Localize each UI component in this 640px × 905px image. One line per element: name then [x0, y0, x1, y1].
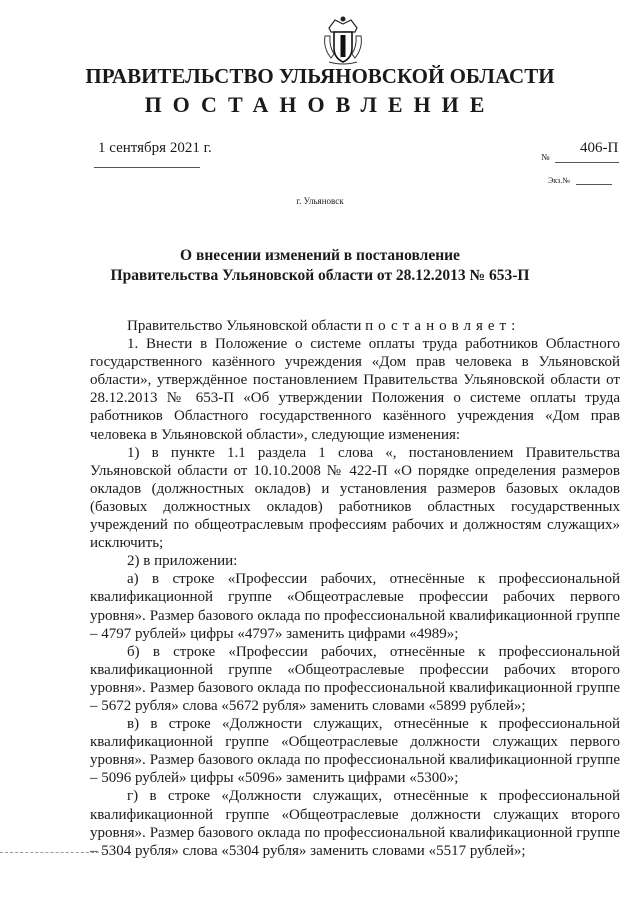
- title-line-1: О внесении изменений в постановление: [180, 247, 460, 264]
- number-underline: [555, 162, 619, 163]
- decree-date: 1 сентября 2021 г.: [98, 140, 212, 156]
- subparagraph-v: в) в строке «Должности служащих, отнесённые к профессиональной квалификационной группе «Общеотраслевые должности служащих первого уровня». Размер базового оклада по профессиональной квалификационной группе – 5096 рублей» цифры «5096» заменить цифрами «5300»;: [90, 716, 620, 787]
- paragraph-1-2: 2) в приложении:: [127, 553, 238, 570]
- subparagraph-b: б) в строке «Профессии рабочих, отнесённые к профессиональной квалификационной группе «Общеотраслевые профессии рабочих второго уровня». Размер базового оклада по профессиональной квалификационной группе – 5672 рубля» слова «5672 рубля» заменить словами «5899 рублей»;: [90, 643, 620, 714]
- ulyanovsk-coat-of-arms-icon: [321, 14, 365, 66]
- subparagraph-a: а) в строке «Профессии рабочих, отнесённые к профессиональной квалификационной группе «Общеотраслевые профессии рабочих первого уровня». Размер базового оклада по профессиональной квалификационной группе – 4797 рублей» цифры «4797» заменить цифрами «4989»;: [90, 571, 620, 642]
- copy-number-label: Экз.№: [548, 176, 570, 185]
- date-underline: [94, 167, 200, 168]
- intro-decree-word: постановляет:: [365, 318, 521, 334]
- city: г. Ульяновск: [296, 196, 344, 206]
- title-line-2: Правительства Ульяновской области от 28.12.2013 № 653-П: [110, 267, 530, 284]
- paragraph-1-1: 1) в пункте 1.1 раздела 1 слова «, постановлением Правительства Ульяновской области от 10.10.2008 № 422-П «О порядке определения размеров окладов (должностных окладов) и установления размеров базовых окладов (базовых должностных окладов) работников областных государственных учреждений по общеотраслевым профессиям рабочих и должностям служащих» исключить;: [90, 444, 620, 552]
- document-body: [90, 317, 620, 860]
- subparagraph-g: г) в строке «Должности служащих, отнесённые к профессиональной квалификационной группе «Общеотраслевые должности служащих второго уровня». Размер базового оклада по профессиональной квалификационной группе – 5304 рубля» слова «5304 рубля» заменить словами «5517 рублей»;: [90, 788, 620, 859]
- intro-paragraph: [90, 317, 620, 335]
- footer-separator: [0, 852, 104, 853]
- document-type: ПОСТАНОВЛЕНИЕ: [144, 92, 496, 117]
- copy-number-underline: [576, 184, 612, 185]
- decree-number: 406-П: [580, 140, 619, 156]
- government-name: ПРАВИТЕЛЬСТВО УЛЬЯНОВСКОЙ ОБЛАСТИ: [85, 64, 555, 88]
- number-label: №: [541, 152, 550, 162]
- intro-lead: Правительство Ульяновской области: [127, 318, 366, 334]
- paragraph-1: 1. Внести в Положение о системе оплаты труда работников Областного государственного казённого учреждения «Дом прав человека в Ульяновской области», утверждённое постановлением Правительства Ульяновской области от 28.12.2013 № 653-П «Об утверждении Положения о системе оплаты труда работников Областного государственного казённого учреждения «Дом прав человека в Ульяновской области», следующие изменения:: [90, 336, 620, 443]
- document-title: [0, 246, 640, 286]
